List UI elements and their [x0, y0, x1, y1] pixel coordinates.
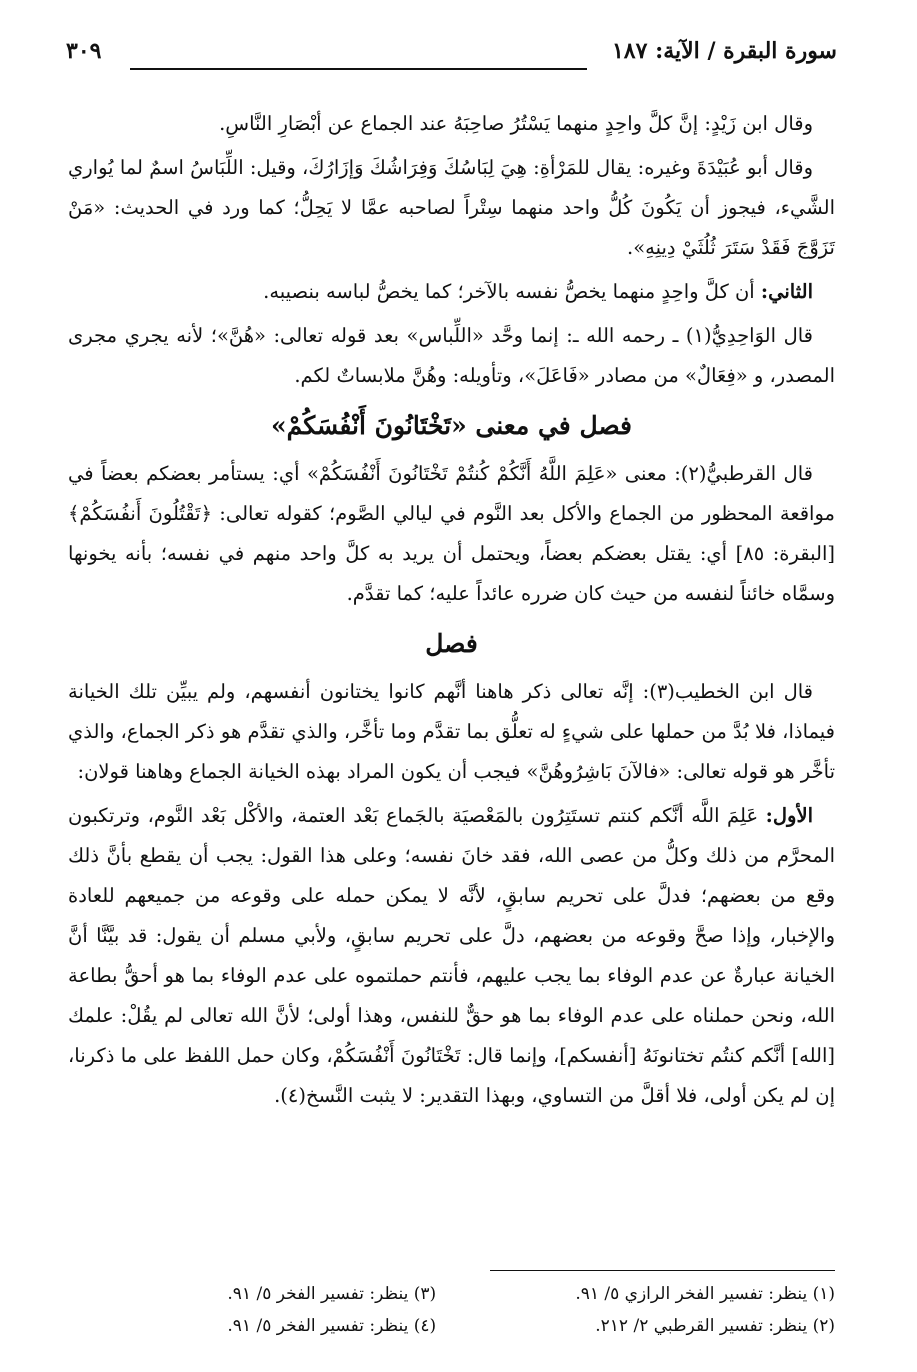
- footnote-item: (٢) ينظر: تفسير القرطبي ٢/ ٢١٢.: [595, 1316, 835, 1336]
- paragraph: وقال أبو عُبَيْدَةَ وغيره: يقال للمَرْأةِ: هِيَ لِبَاسُكَ وَفِرَاشُكَ وَإزَارُكَ، وقيل: اللِّبَاسُ اسمٌ لما يُواري الشَّيء، فيجوز أن يَكُونَ كُلُّ واحد منهما سِتْراً لصاحبه عمَّا لا يَحِلُّ؛ كما ورد في الحديث: «مَنْ تَزَوَّجَ فَقَدْ سَتَرَ ثُلُثَيْ دِينِهِ».: [68, 156, 835, 259]
- paragraph-text: عَلِمَ اللَّه أنَّكم كنتم تستَتِرُون بالمَعْصيَة بالجَماع بَعْد العتمة، والأكْل بَعْد النَّوم، وترتكبون المحرَّم من ذلك وكلُّ من عصى الله، فقد خانَ نفسه؛ وعلى هذا القول: يجب أن يقطع بأنَّ ذلك وقع من بعضهم؛ فدلَّ على تحريم سابقٍ، لأنَّه لا يمكن حمله على وقوعه من جميعهم للعادة والإخبار، وإذا صحَّ وقوعه من بعضهم، دلَّ على تحريم سابقٍ، ولأبي مسلم أن يقول: قد بيَّنَّا أنَّ الخيانة عبارةٌ عن عدم الوفاء بما يجب عليهم، فأنتم حملتموه على عدم الوفاء بما هو أحقُّ بطاعة الله، ونحن حملناه على عدم الوفاء بما هو حقٌّ للنفس، وهذا أولى؛ لأنَّ الله تعالى لم يقُلْ: علمك [الله] أنَّكم كنتُم تختانونَهُ [أنفسكم]، وإنما قال: تَخْتَانُونَ أَنْفُسَكُمْ، وكان حمل اللفظ على ما ذكرنا، إن لم يكن أولى، فلا أقلَّ من التساوي، وبهذا التقدير: لا يثبت النَّسخ(٤).: [68, 804, 835, 1107]
- paragraph: قال ابن الخطيب(٣): إنَّه تعالى ذكر هاهنا أنَّهم كانوا يختانون أنفسهم، ولم يبيِّن تلك الخيانة فيماذا، فلا بُدَّ من حملها على شيءٍ له تعلُّق بما تقدَّم وما تأخَّر، والذي تقدَّم هو ذكر الجماع، والذي تأخَّر هو قوله تعالى: «فالآنَ بَاشِرُوهُنَّ» فيجب أن يكون المراد بهذه الخيانة الجماع وهاهنا قولان:: [68, 680, 835, 783]
- section-heading: فصل: [425, 629, 478, 658]
- paragraph-lead: الثاني:: [760, 280, 813, 303]
- paragraph-text: أن كلَّ واحِدٍ منهما يخصُّ نفسه بالآخر؛ كما يخصُّ لباسه بنصيبه.: [263, 280, 761, 303]
- paragraph: قال القرطبيُّ(٢): معنى «عَلِمَ اللَّهُ أَنَّكُمْ كُنتُمْ تَخْتَانُونَ أَنْفُسَكُمْ» أي: يستأمر بعضكم بعضاً في مواقعة المحظور من الجماع والأكل بعد النَّوم في ليالي الصَّوم؛ كقوله تعالى: ﴿تَقْتُلُونَ أَنفُسَكُمْ﴾ [البقرة: ٨٥] أي: يقتل بعضكم بعضاً، ويحتمل أن يريد به كلَّ واحد منهم في نفسه؛ بأنه يخونها وسمَّاه خائناً لنفسه من حيث كان ضرره عائداً عليه؛ كما تقدَّم.: [68, 462, 835, 605]
- surah-verse-title: سورة البقرة / الآية: ١٨٧: [611, 38, 837, 64]
- paragraph: [68, 796, 835, 1116]
- header-rule: [130, 68, 587, 70]
- paragraph: وقال ابن زَيْدٍ: إنَّ كلَّ واحِدٍ منهما يَسْتُرُ صاحِبَهُ عند الجماع عن أبْصَارِ النَّاسِ.: [219, 112, 813, 135]
- footnote-column-left: [68, 1278, 436, 1342]
- footnote-rule: [490, 1270, 835, 1271]
- section-heading: فصل في معنى «تَخْتَانُونَ أَنْفُسَكُمْ»: [270, 411, 633, 440]
- page-number: ٣٠٩: [66, 38, 102, 64]
- paragraph: [68, 272, 835, 312]
- main-text: [68, 104, 835, 1120]
- paragraph: قال الوَاحِدِيُّ(١) ـ رحمه الله ـ: إنما وحَّد «اللِّباس» بعد قوله تعالى: «هُنَّ»؛ لأنه يجري مجرى المصدر، و «فِعَالٌ» من مصادر «فَاعَلَ»، وتأويله: وهُنَّ ملابساتٌ لكم.: [68, 324, 835, 387]
- paragraph-lead: الأول:: [765, 804, 813, 827]
- footnote-item: (١) ينظر: تفسير الفخر الرازي ٥/ ٩١.: [575, 1284, 835, 1304]
- footnote-column-right: [467, 1278, 835, 1342]
- running-header: [66, 38, 837, 72]
- footnote-item: (٣) ينظر: تفسير الفخر ٥/ ٩١.: [227, 1284, 437, 1304]
- footnote-item: (٤) ينظر: تفسير الفخر ٥/ ٩١.: [227, 1316, 437, 1336]
